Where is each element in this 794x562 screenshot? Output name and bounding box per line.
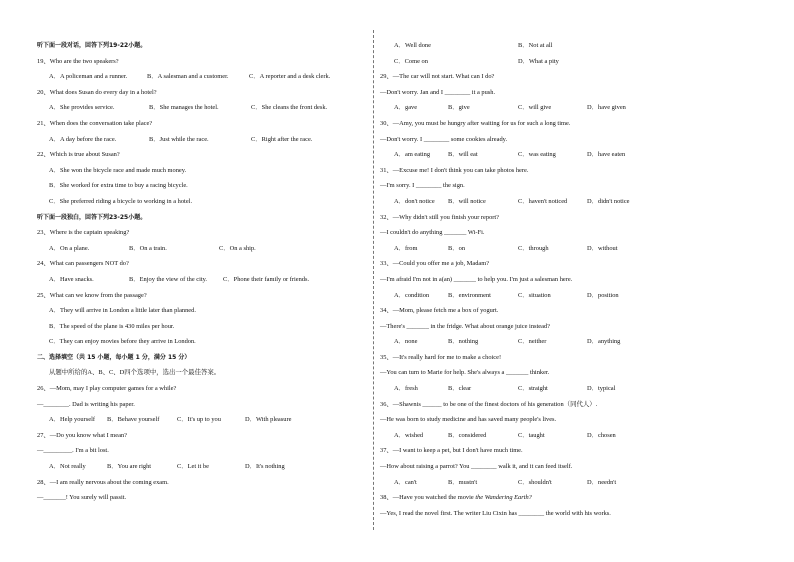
option-a: A．A policeman and a runner. (49, 73, 128, 81)
option-d: D．have given (587, 104, 626, 112)
option-a: A．gave (394, 104, 418, 112)
option-b: B．On a train. (129, 244, 167, 252)
option-a: A．Have snacks. (49, 275, 94, 283)
option-a: A．She provides service. (49, 104, 115, 112)
option-b: B．A salesman and a customer. (147, 73, 229, 81)
option-c: C．On a ship. (219, 244, 256, 252)
question-38-text: 38、—Have you watched the movie (380, 494, 476, 502)
option-a: A．can't (394, 478, 417, 486)
option-a: A．fresh (394, 385, 418, 393)
question-19: 19、Who are the two speakers? (37, 57, 119, 65)
question-20: 20、What does Susan do every day in a hotel? (37, 88, 157, 96)
question-32-reply: —I couldn't do anything _______ Wi-Fi. (380, 229, 485, 237)
question-31: 31、—Excuse me! I don't think you can take photos here. (380, 166, 529, 174)
section-heading-dialogue: 听下面一段对话，回答下列19-22小题。 (37, 42, 147, 49)
question-34: 34、—Mom, please fetch me a box of yogurt. (380, 307, 499, 315)
option-c: C．Let it be (177, 463, 209, 471)
option-b: B．nothing (448, 338, 479, 346)
option-c: C．neither (518, 338, 547, 346)
option-b: B．Not at all (518, 42, 553, 49)
question-30: 30、—Amy, you must be hungry after waiting for us for such a long time. (380, 119, 571, 127)
question-24: 24、What can passengers NOT do? (37, 260, 129, 268)
question-26-options (37, 412, 367, 428)
option-b: B．Behave yourself (107, 416, 160, 424)
option-a: A．On a plane. (49, 244, 90, 252)
question-28-reply: —_______! You surely will passit. (37, 494, 127, 502)
question-22: 22、Which is true about Susan? (37, 151, 120, 159)
option-d: D．typical (587, 385, 616, 393)
option-b: B．You are right (107, 463, 152, 471)
question-38-reply: —Yes, I read the novel first. The writer Liu Cixin has ________ the world with his works. (380, 509, 611, 517)
question-34-reply: —There's _______ in the fridge. What about orange juice instead? (380, 322, 550, 330)
option-b: B．on (448, 244, 466, 252)
question-34-options (380, 334, 750, 350)
option-d: D．chosen (587, 431, 616, 439)
option-b: B．considered (448, 431, 487, 439)
question-19-options (37, 69, 367, 85)
option-a: A．none (394, 338, 418, 346)
question-32-options (380, 241, 750, 257)
question-25-option-b: B．The speed of the plane is 430 miles per hour. (49, 322, 175, 330)
question-26-reply: —________. Dad is writing his paper. (37, 400, 135, 408)
question-33-options (380, 288, 750, 304)
option-a: A．Not really (49, 463, 86, 471)
left-column (37, 38, 367, 506)
option-a: A．wished (394, 431, 424, 439)
question-27: 27、—Do you know what I mean? (37, 431, 127, 439)
question-33-reply: —I'm afraid I'm not in a(an) _______ to help you. I'm just a salesman here. (380, 275, 573, 283)
question-23-options (37, 241, 367, 257)
question-35-options (380, 381, 750, 397)
option-a: A．A day before the race. (49, 135, 117, 143)
question-29: 29、—The car will not start. What can I do? (380, 73, 495, 81)
question-30-options (380, 147, 750, 163)
question-36: 36、—Shawnis ______ to be one of the finest doctors of his generation（同代人）. (380, 400, 598, 408)
question-22-option-a: A．She won the bicycle race and made much money. (49, 166, 187, 174)
option-d: D．anything (587, 338, 621, 346)
option-a: A．from (394, 244, 418, 252)
question-30-reply: —Don't worry. I ________ some cookies already. (380, 135, 508, 143)
option-a: A．Well done (394, 42, 431, 49)
question-38 (380, 490, 750, 506)
option-c: C．through (518, 244, 549, 252)
question-28: 28、—I am really nervous about the coming exam. (37, 478, 169, 486)
question-29-reply: —Don't worry. Jan and I ________ it a push. (380, 88, 496, 96)
question-28-options-cd (380, 54, 750, 70)
option-a: A．condition (394, 291, 430, 299)
question-28-options-ab (380, 38, 750, 54)
option-b: B．clear (448, 385, 472, 393)
section-heading-choice: 二、选择填空（共 15 小题，每小题 1 分，满分 15 分） (37, 353, 191, 361)
option-b: B．will notice (448, 197, 486, 205)
column-divider (373, 30, 374, 530)
question-35-reply: —You can turn to Marie for help. She's always a _______ thinker. (380, 369, 550, 377)
option-d: D．didn't notice (587, 197, 630, 205)
section-instruction: 从题中所给的A、B、C、D四个选项中，选出一个最佳答案。 (49, 369, 221, 377)
question-37-reply: —How about raising a parrot? You ________ walk it, and it can feed itself. (380, 463, 573, 471)
option-d: D．position (587, 291, 619, 299)
option-a: A．Help yourself (49, 416, 95, 424)
question-25: 25、What can we know from the passage? (37, 291, 147, 299)
question-22-option-b: B．She worked for extra time to buy a racing bicycle. (49, 182, 188, 190)
option-a: A．am eating (394, 151, 431, 159)
option-c: C．It's up to you (177, 416, 221, 424)
question-36-reply: —He was born to study medicine and has saved many people's lives. (380, 416, 557, 424)
option-b: B．Enjoy the view of the city. (129, 275, 208, 283)
question-37-options (380, 475, 750, 491)
question-33: 33、—Could you offer me a job, Madam? (380, 260, 490, 268)
question-27-reply: —_________. I'm a bit lost. (37, 447, 109, 455)
option-c: C．haven't noticed (518, 197, 568, 205)
right-column (380, 38, 750, 521)
option-c: C．will give (518, 104, 552, 112)
option-c: C．Right after the race. (251, 135, 313, 143)
option-b: B．mustn't (448, 478, 478, 486)
question-27-options (37, 459, 367, 475)
question-37: 37、—I want to keep a pet, but I don't have much time. (380, 447, 523, 455)
option-c: C．shouldn't (518, 478, 552, 486)
option-d: D．It's nothing (245, 463, 285, 471)
option-d: D．have eaten (587, 151, 626, 159)
question-21-options (37, 132, 367, 148)
question-22-option-c: C．She preferred riding a bicycle to working in a hotel. (49, 197, 193, 205)
option-c: C．taught (518, 431, 545, 439)
option-b: B．will eat (448, 151, 478, 159)
question-25-option-c: C．They can enjoy movies before they arrive in London. (49, 338, 196, 346)
question-31-options (380, 194, 750, 210)
section-heading-monologue: 听下面一段独白，回答下列23-25小题。 (37, 213, 147, 221)
question-26: 26、—Mom, may I play computer games for a while? (37, 385, 177, 393)
option-b: B．give (448, 104, 470, 112)
option-c: C．straight (518, 385, 548, 393)
question-35: 35、—It's really hard for me to make a choice! (380, 353, 502, 361)
question-32: 32、—Why didn't still you finish your report? (380, 213, 500, 221)
question-31-reply: —I'm sorry. I ________ the sign. (380, 182, 465, 190)
option-c: C．situation (518, 291, 551, 299)
option-d: D．needn't (587, 478, 617, 486)
option-d: D．without (587, 244, 618, 252)
option-d: D．What a pity (518, 57, 559, 65)
question-20-options (37, 100, 367, 116)
question-25-option-a: A．They will arrive in London a little later than planned. (49, 307, 196, 315)
option-c: C．Come on (394, 57, 428, 65)
option-c: C．A reporter and a desk clerk. (249, 73, 331, 81)
question-36-options (380, 428, 750, 444)
option-b: B．environment (448, 291, 491, 299)
option-c: C．was eating (518, 151, 556, 159)
question-24-options (37, 272, 367, 288)
option-c: C．Phone their family or friends. (223, 275, 310, 283)
question-21: 21、When does the conversation take place? (37, 119, 153, 127)
movie-title: the Wandering Earth? (475, 494, 532, 502)
option-d: D．With pleasure (245, 416, 292, 424)
question-29-options (380, 100, 750, 116)
option-b: B．She manages the hotel. (149, 104, 219, 112)
option-b: B．Just while the race. (149, 135, 209, 143)
option-c: C．She cleans the front desk. (251, 104, 328, 112)
question-23: 23、Where is the captain speaking? (37, 229, 130, 237)
option-a: A．don't notice (394, 197, 435, 205)
